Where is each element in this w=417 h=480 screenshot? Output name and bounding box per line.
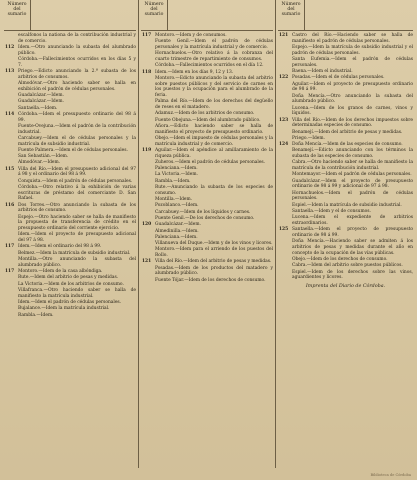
index-entry (278, 57, 413, 68)
entry-text: Bujalance.—Idem la matrícula industrial. (18, 306, 110, 312)
imprint-line: Imprenta del Diario de Córdoba. (305, 284, 386, 290)
entry-list (4, 31, 136, 318)
entry-number (141, 111, 155, 117)
index-entry (141, 160, 273, 166)
column-1 (4, 0, 136, 470)
index-entry (278, 215, 413, 226)
entry-text: San Sebastián.—Idem. (18, 154, 69, 160)
entry-text: Priego.—Edicto anunciando la 2.ª subasta de los arbitrios de consumos. (18, 69, 136, 80)
entry-text: Montoro.—Idem para el arriendo de los puestos del Rollo. (155, 247, 273, 259)
entry-number: 115 (5, 166, 15, 172)
entry-text: Almodóvar.—Idem. (18, 160, 61, 166)
entry-text: Fuente Genil.—Idem el padrón de cédulas personales y la matrícula industrial y de comercio. (155, 39, 273, 50)
entry-number (141, 118, 155, 124)
entry-number (141, 266, 155, 277)
index-entry (4, 148, 136, 154)
index-entry (141, 203, 273, 209)
entry-text: Guadalcázar.—Idem el proyecto de presupuesto ordinario de 98 á 99 y adicional de 97 á 98. (292, 178, 413, 190)
index-entry (141, 118, 273, 124)
entry-number (4, 282, 18, 288)
index-entry (141, 166, 273, 172)
entry-text: Villa del Río.—Idem de los derechos impuestos sobre determinadas especies de consumo. (292, 117, 413, 129)
entry-text: Villa del Río.—Idem del arbitrio de pesas y medidas. (155, 259, 272, 265)
column-divider (275, 0, 276, 468)
entry-text: Posadas.—Idem el de cédulas personales. (292, 75, 385, 81)
entry-text: Montilla.—Otro anunciando la subasta del alumbrado público. (18, 257, 136, 268)
index-entry (141, 241, 273, 247)
entry-text: Carcabuey.—Idem de los líquidos y carnes. (155, 209, 251, 215)
index-entry (141, 235, 273, 241)
entry-number (4, 81, 18, 92)
entry-text: Córdoba.—Idem el presupuesto ordinario del 98 á 99. (18, 111, 136, 123)
entry-text: Córdoba.—Fallecimientos ocurridos en los días 5 y 7. (18, 57, 136, 68)
column-3 (278, 0, 413, 470)
entry-text: Idem.—Idem el padrón de cédulas personales. (18, 299, 122, 305)
index-entry (278, 203, 413, 209)
number-label: Número del sumario (4, 0, 31, 30)
entry-number (278, 209, 292, 215)
entry-number (141, 99, 155, 110)
entry-text: Palenciana.—Idem. (155, 166, 198, 172)
index-entry (141, 259, 273, 265)
entry-number (4, 93, 18, 99)
entry-number (4, 275, 18, 281)
index-entry (4, 154, 136, 160)
index-entry (4, 251, 136, 257)
index-entry (278, 106, 413, 117)
index-entry (4, 124, 136, 135)
entry-text: Hornachuelos.—Idem el padrón de cédulas personales. (292, 190, 413, 202)
entry-number (141, 229, 155, 235)
index-entry (278, 263, 413, 269)
entry-text: Montemayor.—Idem el padrón de cédulas personales. (292, 172, 412, 178)
entry-text: Conquista.—Idem el padrón de cédulas personales. (18, 178, 133, 184)
entry-text: Benamejí.—Idem del arbitrio de pesas y medidas. (292, 129, 403, 135)
entry-number (278, 130, 292, 136)
entry-number (278, 69, 292, 75)
index-entry (4, 136, 136, 147)
entry-number: 120 (142, 222, 152, 228)
index-entry (4, 282, 136, 288)
entry-text: Montoro.—Idem y de consumos. (155, 33, 227, 38)
entry-number (278, 239, 292, 256)
index-entry (4, 57, 136, 68)
entry-text: Belmez.—Idem la matrícula de subsidio industrial. (18, 250, 131, 256)
entry-text: Aguilar.—Idem el proyecto de presupuesto ordinario de 98 á 99. (292, 81, 413, 93)
entry-text: Castro del Río.—Haciendo saber se halla de manifiesto el padrón de cédulas personales. (292, 33, 413, 44)
entry-number: 117 (5, 244, 15, 250)
entry-number (278, 263, 292, 269)
entry-number (278, 160, 292, 171)
index-entry (4, 33, 136, 44)
index-entry (141, 197, 273, 203)
entry-number (4, 185, 18, 202)
index-entry (278, 239, 413, 256)
number-label: Número del sumario (278, 0, 305, 30)
entry-text: Córdoba.—Otro relativo á la exhibición de varias escrituras de préstamo del comerciante D. San Rafael. (18, 185, 136, 202)
entry-text: Pozoblanco.—Idem. (155, 203, 199, 209)
entry-number (141, 124, 155, 135)
index-entry (141, 278, 273, 284)
entry-text: Añora.—Edicto haciendo saber se halla de manifiesto el proyecto de presupuesto ordinario. (155, 123, 273, 135)
entry-text: Benamejí.—Edicto anunciando con los términos la subasta de las especies de consumo. (292, 148, 413, 160)
index-entry (141, 210, 273, 216)
index-entry (4, 179, 136, 185)
entry-number (4, 57, 18, 68)
entry-number (4, 313, 18, 319)
index-entry (4, 45, 136, 56)
entry-number: 113 (5, 69, 15, 74)
entry-text: Rambla.—Idem. (155, 178, 191, 184)
index-entry (278, 130, 413, 136)
index-entry (141, 266, 273, 277)
entry-number: 118 (142, 69, 152, 75)
entry-text: Almedinilla.—Idem. (155, 228, 199, 234)
index-entry (141, 33, 273, 39)
index-entry (278, 227, 413, 238)
entry-text: Rute.—Idem del arbitrio de pesas y medidas. (18, 275, 119, 281)
entry-number (4, 106, 18, 112)
entry-number (278, 94, 292, 105)
entry-text: Idem.—Idem el ordinario del 98 á 99. (18, 244, 102, 250)
number-label: Número del sumario (141, 0, 168, 30)
entry-text: Dos Torres.—Otro anunciando la subasta de los arbitrios de consumo. (18, 202, 136, 214)
entry-number (4, 99, 18, 105)
entry-text: Fuente-Ovejuna.—Idem el padrón de la contribución industrial. (18, 123, 136, 135)
entry-text: Villafranca.—Otro haciendo saber se halla de manifiesto la matrícula industrial. (18, 287, 136, 299)
index-entry (4, 257, 136, 268)
entry-text: Almodóvar.—Otro haciendo saber se halla en exhibición el padrón de cédulas personales. (18, 81, 136, 92)
entry-text: Guadalcázar.—Idem. (155, 222, 201, 228)
entry-number (141, 203, 155, 209)
column-header (141, 0, 273, 31)
entry-text: Baena.—Idem el industrial. (292, 69, 353, 74)
entry-number (141, 39, 155, 50)
index-entry (278, 69, 413, 75)
entry-text: Aguilar.—Idem el apéndice al amillaramiento de la riqueza pública. (155, 147, 273, 159)
entry-text: Palenciana.—Idem. (155, 234, 198, 240)
entry-number (141, 197, 155, 203)
library-mark: Biblioteca de Córdoba (370, 473, 411, 477)
entry-number (141, 235, 155, 241)
index-entry (4, 275, 136, 281)
entry-text: Doña Mencía.—Idem de las especies de consumo. (292, 142, 403, 148)
entry-number (278, 57, 292, 68)
index-entry (278, 94, 413, 105)
index-entry (278, 209, 413, 215)
entry-text: Villa del Río.—Idem el presupuesto adicional del 97 á 98 y el ordinario del 98 á 99. (18, 166, 136, 178)
index-entry (4, 306, 136, 312)
entry-number: 117 (5, 269, 15, 275)
entry-number (141, 185, 155, 196)
entry-text: Obejo.—Idem el impuesto de cédulas personales y la matrícula industrial y de comercio. (155, 135, 273, 147)
entry-text: Puente Genil.—De los derechos de consumo. (155, 215, 255, 221)
entry-text: Fuente Tójar.—Idem de los derechos de consumo. (155, 277, 266, 283)
entry-text: Hornachuelos.—Otro relativo á la cobranza del cuarto trimestre de repartimiento de consumos. (155, 51, 273, 62)
entry-number (278, 191, 292, 202)
entry-text: Santaella.—Idem el proyecto de presupuesto ordinario de 98 á 99. (292, 227, 413, 239)
entry-text: Espejo.—Idem la matrícula de subsidio industrial y el padrón de cédulas personales. (292, 45, 413, 56)
entry-text: Doña Mencía.—Haciendo saber se admiten á los arbitrios de pesas y medidas durante el año en concepto de la ocupación de las vías públicas. (292, 239, 413, 256)
entry-number (278, 215, 292, 226)
entry-text: Idem.—Idem el proyecto de presupuesto adicional del 97 á 98. (18, 232, 136, 244)
entry-number (4, 160, 18, 166)
index-entry (4, 81, 136, 92)
entry-list (278, 31, 413, 281)
entry-text: escalfonos la nationa de la contribución industrial y de comercio. (18, 33, 136, 44)
entry-text: Doña Mencía.—Otro anunciando la subasta del alumbrado público. (292, 93, 413, 105)
index-entry (141, 63, 273, 69)
entry-text: Rute.—Anunciando la subasta de los especies de consumo. (155, 185, 273, 196)
entry-number (141, 51, 155, 62)
entry-number (4, 306, 18, 312)
index-entry (141, 76, 273, 99)
index-entry (141, 216, 273, 222)
index-entry (4, 160, 136, 166)
entry-text: Zuheros.—Idem el padrón de cédulas personales. (155, 159, 266, 165)
index-entry (141, 99, 273, 110)
entry-text: La Victoria.—Idem de los arbitrios de consumo. (18, 281, 124, 287)
index-entry (141, 222, 273, 228)
entry-number (141, 136, 155, 147)
entry-text: Cabra.—Otro haciendo saber se halla de manifiesto la matrícula de la contribución industrial. (292, 160, 413, 172)
entry-number (4, 136, 18, 147)
entry-text: Montilla.—Idem. (155, 197, 193, 203)
entry-number: 122 (279, 75, 289, 81)
entry-list (141, 31, 273, 283)
entry-number (278, 179, 292, 190)
entry-number: 116 (5, 202, 15, 208)
index-entry (278, 172, 413, 178)
index-entry (278, 118, 413, 129)
index-entry (4, 185, 136, 202)
entry-number (4, 251, 18, 257)
entry-number: 125 (279, 227, 289, 233)
index-entry (278, 160, 413, 171)
entry-text: Priego.—Idem. (292, 135, 325, 141)
entry-number (4, 300, 18, 306)
index-entry (141, 39, 273, 50)
entry-number (141, 63, 155, 69)
entry-number (278, 203, 292, 209)
index-entry (278, 257, 413, 263)
column-2 (141, 0, 273, 470)
entry-number: 119 (142, 147, 152, 153)
entry-number (278, 82, 292, 93)
entry-text: Idem.—Otro anunciando la subasta del alumbrado público. (18, 45, 136, 56)
index-entry (278, 148, 413, 159)
entry-text: La Victoria.—Idem. (155, 172, 198, 178)
index-entry (141, 70, 273, 76)
column-header (278, 0, 413, 31)
entry-text: Posadas.—Idem de los productos del matadero y alumbrado público. (155, 265, 273, 277)
entry-number (278, 136, 292, 142)
entry-number (278, 106, 292, 117)
entry-number (4, 215, 18, 232)
entry-text: Espiel.—Idem la matrícula de subsidio industrial. (292, 202, 402, 208)
entry-text: Córdoba.—Fallecimientos ocurridos en el día 12. (155, 63, 264, 69)
index-entry (4, 288, 136, 299)
entry-number (141, 160, 155, 166)
entry-text: Carcabuey.—Idem el de cédulas personales y la matrícula de subsidio industrial. (18, 135, 136, 147)
entry-number (4, 257, 18, 268)
entry-number (141, 210, 155, 216)
entry-number (278, 270, 292, 281)
index-entry (278, 191, 413, 202)
index-entry (141, 148, 273, 159)
entry-text: Guadalcázar.—Idem. (18, 93, 64, 98)
entry-number (4, 232, 18, 243)
entry-text: Obejo.—Idem de los derechos de consumo. (292, 257, 388, 263)
index-entry (4, 203, 136, 214)
index-entry (141, 136, 273, 147)
index-entry (4, 106, 136, 112)
index-entry (4, 69, 136, 80)
entry-number: 121 (279, 33, 289, 38)
entry-text: Lucena.—Idem el expediente de arbitrios extraordinarios. (292, 215, 413, 227)
entry-number: 123 (279, 117, 289, 123)
entry-number: 124 (279, 142, 289, 148)
index-entry (4, 232, 136, 243)
entry-text: Santaella.—Idem y el de consumos. (292, 209, 371, 215)
entry-number (278, 172, 292, 178)
entry-number (141, 166, 155, 172)
entry-text: Palma del Río.—Idem de los derechos del degüello de reses en el matadero. (155, 99, 273, 110)
entry-number: 114 (5, 111, 15, 117)
entry-number (278, 257, 292, 263)
entry-number (4, 124, 18, 135)
entry-text: Santaella.—Idem. (18, 105, 58, 111)
entry-text: Espejo.—Otro haciendo saber se halla de manifiesto la propuesta de transferencia de crédito en el presupuesto ordinario del corriente ejercicio. (18, 214, 136, 232)
index-entry (4, 99, 136, 105)
index-entry (278, 136, 413, 142)
entry-text: Fuente Palmera.—Idem el de cédulas personales. (18, 147, 128, 153)
index-entry (278, 142, 413, 148)
entry-text: Montoro.—Idem de la casa albóndiga. (18, 269, 103, 275)
entry-number (4, 148, 18, 154)
entry-text: Rambla.—Idem. (18, 312, 54, 318)
entry-text: Villanueva del Duque.—Idem y de los vinos y licores. (155, 241, 273, 247)
entry-text: Idem.—Idem en los días 9, 12 y 13. (155, 69, 234, 75)
index-entry (278, 75, 413, 81)
index-entry (4, 244, 136, 250)
entry-number: 121 (142, 259, 152, 265)
entry-number (141, 172, 155, 178)
index-entry (141, 247, 273, 258)
index-entry (141, 185, 273, 196)
entry-number (141, 241, 155, 247)
index-entry (278, 82, 413, 93)
index-entry (141, 229, 273, 235)
index-entry (278, 33, 413, 44)
index-entry (4, 167, 136, 178)
entry-number: 117 (142, 33, 152, 38)
index-entry (4, 112, 136, 123)
index-entry (4, 300, 136, 306)
entry-number: 112 (5, 45, 15, 50)
index-entry (141, 51, 273, 62)
index-entry (4, 313, 136, 319)
index-entry (141, 179, 273, 185)
entry-number (4, 154, 18, 160)
entry-number (141, 247, 155, 258)
entry-number (141, 278, 155, 284)
index-entry (278, 45, 413, 56)
entry-text: Fuente Obejuna.—Idem del alumbrado público. (155, 117, 261, 123)
index-entry (278, 179, 413, 190)
entry-number (141, 179, 155, 185)
entry-text: Cabra.—Idem del arbitrio sobre puestos públicos. (292, 263, 403, 269)
index-entry (141, 172, 273, 178)
entry-text: Guadalcázar.—Idem. (18, 99, 64, 105)
column-divider (138, 0, 139, 468)
entry-number (4, 33, 18, 44)
index-entry (141, 111, 273, 117)
entry-number (141, 216, 155, 222)
entry-text: Lucena.—Idem de los granos de carnes, vinos y líquidos. (292, 105, 413, 117)
entry-number (278, 148, 292, 159)
index-entry (4, 93, 136, 99)
entry-text: Espiel.—Idem de los derechos sobre las vinos, aguardientes y licores. (292, 269, 413, 281)
index-entry (278, 270, 413, 281)
index-entry (4, 269, 136, 275)
entry-text: Adamuz.—Idem de los arbitrios de consumo. (155, 111, 255, 117)
index-entry (141, 124, 273, 135)
column-header (4, 0, 136, 31)
entry-number (141, 76, 155, 99)
entry-text: Santa Eufemia.—Idem el padrón de cédulas personales. (292, 57, 413, 68)
entry-text: Montoro.—Edicto anunciando la subasta del arbitrio sobre puestos públicos y del servicio de carnes en los puestos y la ocupación para el alumbrado de la feria. (155, 75, 273, 98)
index-entry (4, 215, 136, 232)
entry-number (278, 45, 292, 56)
entry-number (4, 288, 18, 299)
entry-number (4, 179, 18, 185)
